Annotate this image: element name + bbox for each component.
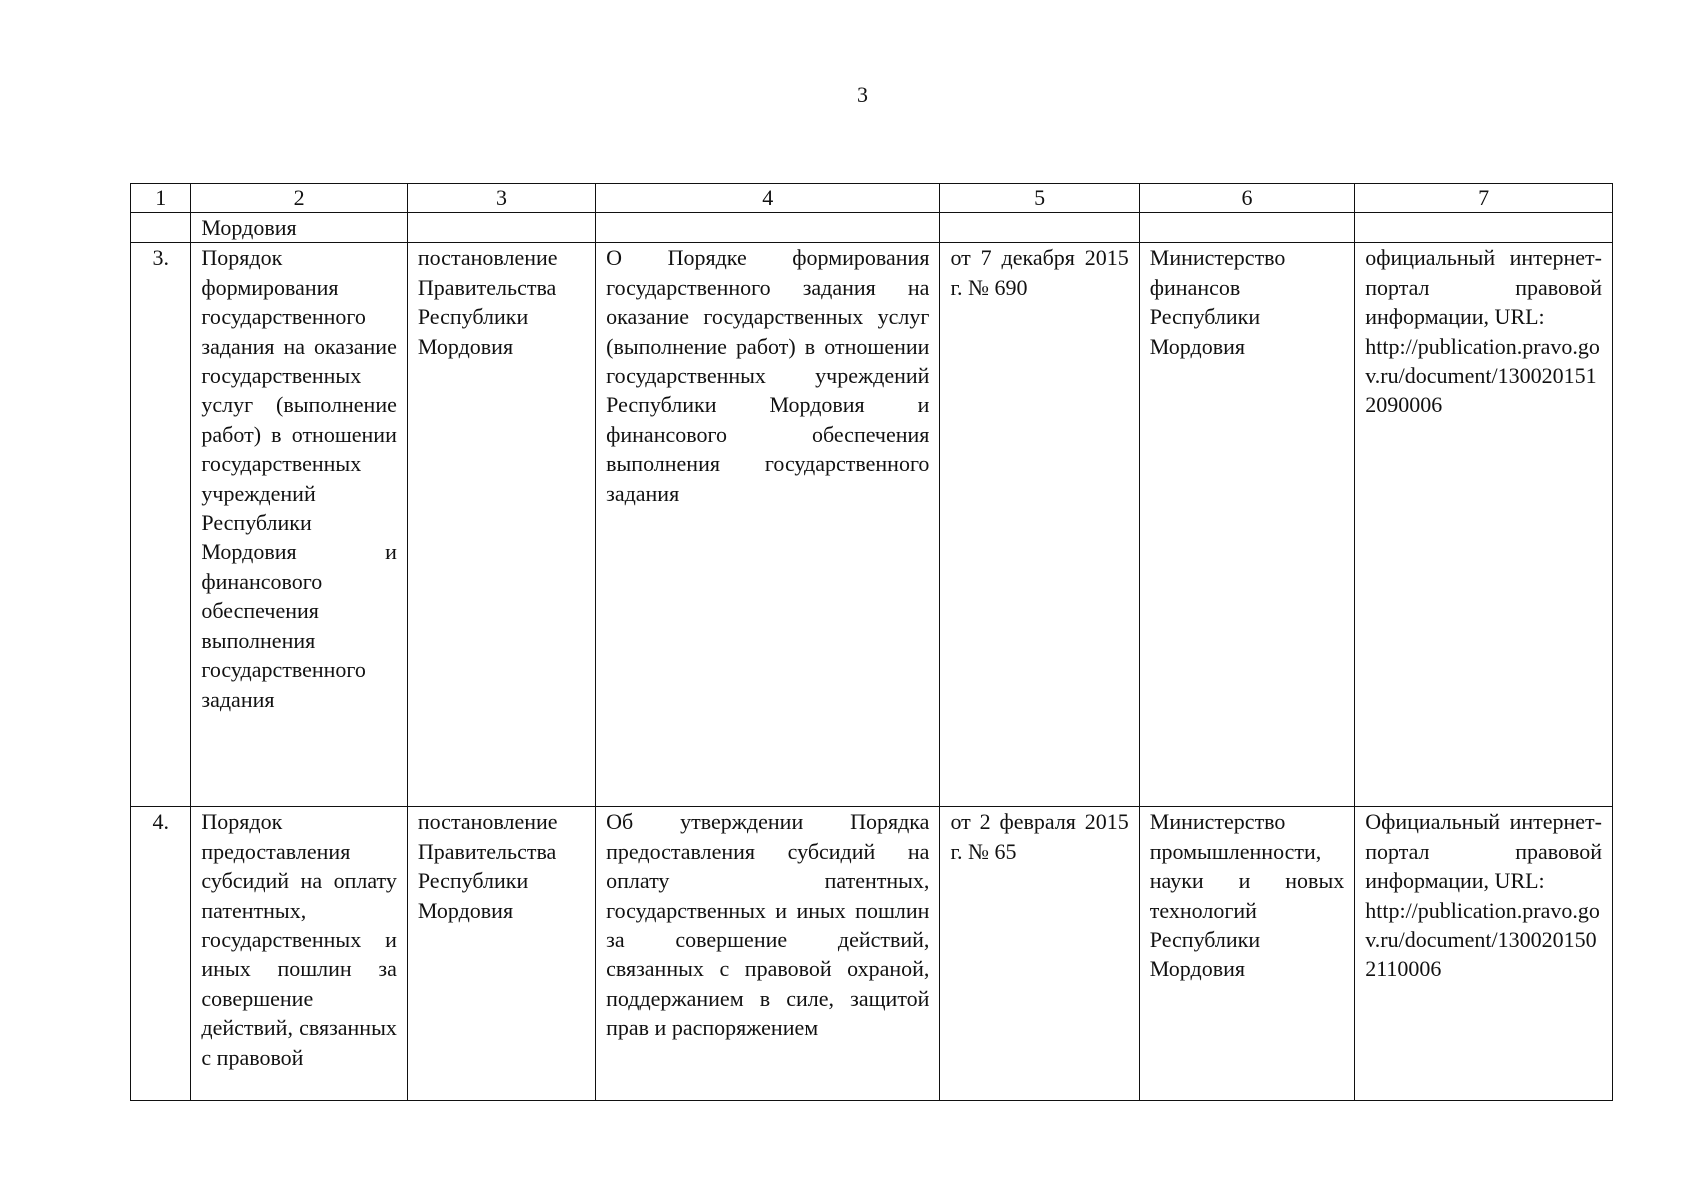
act-type: постановление Правительства Республики Мордовия (407, 243, 595, 807)
cell-empty (1139, 213, 1354, 243)
column-number: 4 (596, 184, 940, 213)
responsible-body: Министерство промышленности, науки и новых технологий Республики Мордовия (1139, 807, 1354, 1101)
row-number: 3. (131, 243, 191, 807)
cell-empty (407, 213, 595, 243)
act-title: О Порядке формирования государственного задания на оказание государственных услуг (выполнение работ) в отношении государственных учреждений Республики Мордовия и финансового обеспечения выполнения государственного задания (596, 243, 940, 807)
cell-empty (596, 213, 940, 243)
continuation-row (131, 213, 1613, 243)
source-url: http://publication.pravo.gov.ru/document/1300201512090006 (1365, 333, 1600, 418)
cell-empty (1355, 213, 1613, 243)
publication-source (1355, 243, 1613, 807)
column-number: 7 (1355, 184, 1613, 213)
document-name: Порядок предоставления субсидий на оплату патентных, государственных и иных пошлин за совершение действий, связанных с правовой (191, 807, 407, 1101)
cell-empty (131, 213, 191, 243)
document-table (130, 183, 1613, 1101)
act-date: от 2 февраля 2015 г. № 65 (940, 807, 1139, 1101)
name-continuation: Мордовия (191, 213, 407, 243)
column-number-row (131, 184, 1613, 213)
act-type: постановление Правительства Республики Мордовия (407, 807, 595, 1101)
column-number: 3 (407, 184, 595, 213)
source-text: официальный интернет-портал правовой информации, URL: (1365, 245, 1602, 330)
column-number: 6 (1139, 184, 1354, 213)
document-name: Порядок формирования государственного задания на оказание государственных услуг (выполнение работ) в отношении государственных учреждений Республики Мордовия и финансового обеспечения выполнения государственного задания (191, 243, 407, 807)
responsible-body: Министерство финансов Республики Мордовия (1139, 243, 1354, 807)
column-number: 2 (191, 184, 407, 213)
table-row (131, 243, 1613, 807)
act-date: от 7 декабря 2015 г. № 690 (940, 243, 1139, 807)
column-number: 1 (131, 184, 191, 213)
page-number: 3 (857, 82, 868, 107)
source-text: Официальный интернет-портал правовой информации, URL: (1365, 809, 1602, 894)
cell-empty (940, 213, 1139, 243)
source-url: http://publication.pravo.gov.ru/document/1300201502110006 (1365, 897, 1600, 982)
act-title: Об утверждении Порядка предоставления субсидий на оплату патентных, государственных и иных пошлин за совершение действий, связанных с правовой охраной, поддержанием в силе, защитой прав и распоряжением (596, 807, 940, 1101)
row-number: 4. (131, 807, 191, 1101)
table-row (131, 807, 1613, 1101)
publication-source (1355, 807, 1613, 1101)
column-number: 5 (940, 184, 1139, 213)
